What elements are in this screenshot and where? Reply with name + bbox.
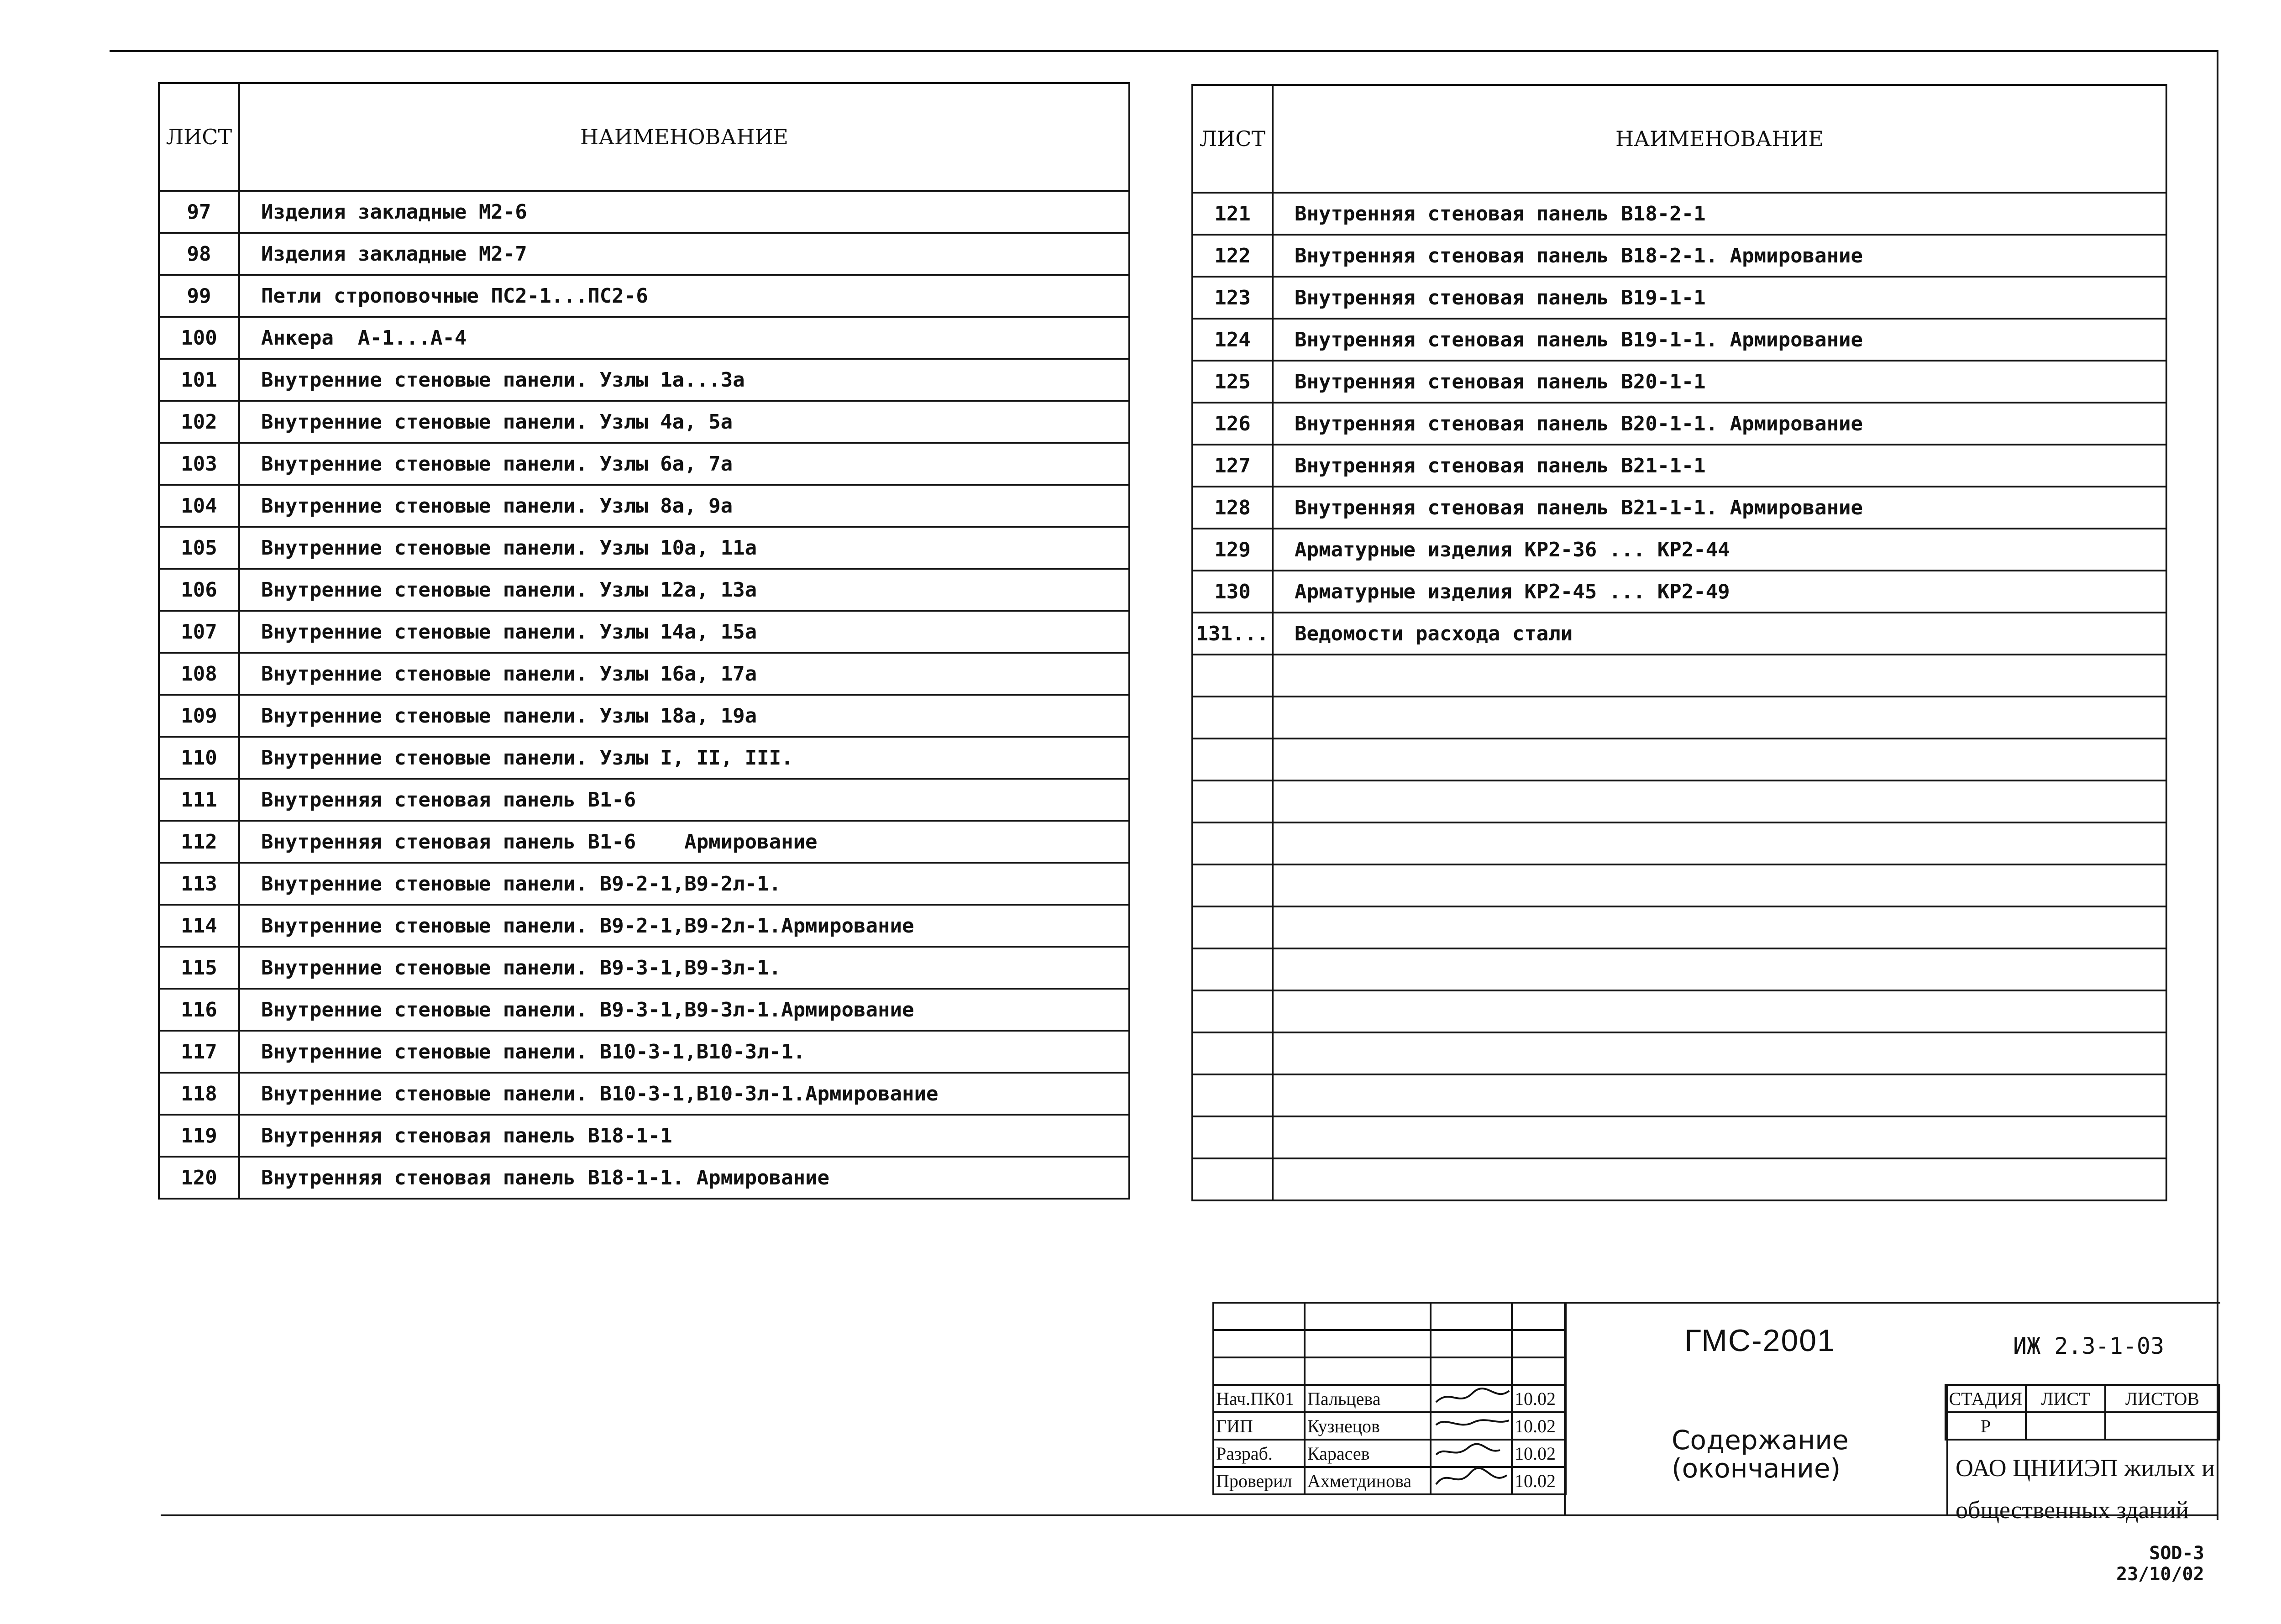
signature-name: Кузнецов: [1305, 1412, 1431, 1440]
table-row: [1192, 739, 2166, 781]
sheet-number: 99: [159, 275, 239, 317]
sheet-number: 117: [159, 1031, 239, 1073]
header-name: НАИМЕНОВАНИЕ: [239, 83, 1129, 191]
sheet-title: Внутренняя стеновая панель В21-1-1: [1273, 445, 2166, 487]
table-row: [159, 1031, 1129, 1073]
sheet-number: 121: [1192, 193, 1273, 235]
sheet-number: 131...: [1192, 613, 1273, 655]
table-row: [1192, 445, 2166, 487]
sheet-number: 118: [159, 1073, 239, 1115]
header-sheet: ЛИСТ: [1192, 85, 1273, 193]
sheet-number: 105: [159, 527, 239, 569]
table-row: [1192, 1032, 2166, 1074]
sheet-number: 115: [159, 947, 239, 989]
sheet-number: 112: [159, 821, 239, 863]
handwritten-signature: [1432, 1467, 1512, 1494]
signature-mark: [1431, 1467, 1512, 1494]
sheet-title: Арматурные изделия КР2-36 ... КР2-44: [1273, 529, 2166, 571]
table-row: [159, 611, 1129, 653]
sheet-title: Внутренняя стеновая панель В19-1-1: [1273, 277, 2166, 319]
sheet-title: Внутренние стеновые панели. Узлы 14а, 15а: [239, 611, 1129, 653]
table-row: [159, 275, 1129, 317]
table-row: [159, 317, 1129, 359]
table-row: [1192, 193, 2166, 235]
sheet-title: Ведомости расхода стали: [1273, 613, 2166, 655]
sheet-number: 113: [159, 863, 239, 905]
sheet-title: Внутренние стеновые панели. Узлы 8а, 9а: [239, 485, 1129, 527]
table-row: [159, 821, 1129, 863]
signature-date: 10.02: [1512, 1412, 1566, 1440]
sheet-number: 104: [159, 485, 239, 527]
table-row: [159, 569, 1129, 611]
sheet-title: [1273, 739, 2166, 781]
sheet-number: 125: [1192, 361, 1273, 403]
sheet-number: [1192, 1074, 1273, 1116]
sheet-number: 129: [1192, 529, 1273, 571]
table-row: [159, 695, 1129, 737]
organization-line1: ОАО ЦНИИЭП жилых и: [1956, 1454, 2215, 1482]
signature-row: [1213, 1412, 1566, 1440]
sheet-title: Внутренняя стеновая панель В18-1-1: [239, 1115, 1129, 1157]
table-row: [159, 905, 1129, 947]
sheet-number: [1192, 822, 1273, 864]
signature-role: Нач.ПК01: [1213, 1385, 1305, 1412]
sheet-number: [1192, 864, 1273, 906]
blank-row: [1213, 1303, 1566, 1330]
sheet-number: 108: [159, 653, 239, 695]
sheet-title: Внутренние стеновые панели. Узлы 18а, 19а: [239, 695, 1129, 737]
blank-row: [1213, 1357, 1566, 1385]
signature-grid: [1212, 1302, 1567, 1495]
table-row: [1192, 235, 2166, 277]
sheet-number: [1192, 739, 1273, 781]
organization: [1956, 1447, 2215, 1531]
sheet-header: ЛИСТ: [2026, 1385, 2105, 1412]
sheet-number: [1192, 1116, 1273, 1158]
sheet-title: Внутренняя стеновая панель В18-2-1: [1273, 193, 2166, 235]
top-frame-line: [110, 50, 2218, 52]
table-row: [1192, 948, 2166, 990]
sheet-number: 126: [1192, 403, 1273, 445]
table-row: [159, 527, 1129, 569]
stamp-line1: SOD-3: [2149, 1543, 2204, 1564]
sheet-title: Внутренние стеновые панели. Узлы 1а...3а: [239, 359, 1129, 401]
sheet-title: [1273, 1116, 2166, 1158]
contents-table-right: [1191, 84, 2167, 1201]
signature-mark: [1431, 1440, 1512, 1467]
handwritten-signature: [1432, 1385, 1512, 1412]
table-row: [1192, 529, 2166, 571]
project-code: ГМС-2001: [1684, 1323, 1835, 1358]
sheet-title: Внутренние стеновые панели. Узлы I, II, III.: [239, 737, 1129, 779]
sheet-number: 116: [159, 989, 239, 1031]
contents-table-left: [158, 82, 1130, 1200]
organization-line2: общественных зданий: [1956, 1496, 2189, 1524]
sheet-title: Анкера А-1...А-4: [239, 317, 1129, 359]
table-row: [1192, 864, 2166, 906]
sheet-title: [1273, 1032, 2166, 1074]
table-row: [1192, 487, 2166, 529]
sheet-number: 97: [159, 191, 239, 233]
sheet-number: 103: [159, 443, 239, 485]
sheet-number: 110: [159, 737, 239, 779]
sheet-title: Внутренние стеновые панели. Узлы 10а, 11а: [239, 527, 1129, 569]
sheet-title: Внутренние стеновые панели. В9-3-1,В9-3л-1.: [239, 947, 1129, 989]
table-row: [1192, 277, 2166, 319]
table-row: [1192, 697, 2166, 739]
stage-header: СТАДИЯ: [1945, 1385, 2026, 1412]
sheet-number: [1192, 906, 1273, 948]
header-name: НАИМЕНОВАНИЕ: [1273, 85, 2166, 193]
table-header: [159, 83, 1129, 191]
sheet-title: [1273, 906, 2166, 948]
stamp-line2: 23/10/02: [2116, 1564, 2204, 1585]
sheet-title: Внутренние стеновые панели. В9-3-1,В9-3л-1.Армирование: [239, 989, 1129, 1031]
sheet-title: Внутренняя стеновая панель В20-1-1: [1273, 361, 2166, 403]
table-row: [1192, 571, 2166, 613]
sheet-title: Внутренние стеновые панели. Узлы 12а, 13а: [239, 569, 1129, 611]
signature-date: 10.02: [1512, 1385, 1566, 1412]
table-row: [159, 485, 1129, 527]
sheet-title: Внутренняя стеновая панель В1-6 Армирование: [239, 821, 1129, 863]
sheet-title: Внутренняя стеновая панель В1-6: [239, 779, 1129, 821]
sheet-number: 119: [159, 1115, 239, 1157]
sheet-title: Арматурные изделия КР2-45 ... КР2-49: [1273, 571, 2166, 613]
sheet-title: Внутренняя стеновая панель В21-1-1. Армирование: [1273, 487, 2166, 529]
sheet-number: 122: [1192, 235, 1273, 277]
table-row: [159, 401, 1129, 443]
sheet-title: [1273, 781, 2166, 822]
sheet-number: 120: [159, 1157, 239, 1199]
document-title-line1: Содержание: [1672, 1425, 1849, 1456]
sheet-title: Внутренняя стеновая панель В18-1-1. Армирование: [239, 1157, 1129, 1199]
table-header: [1192, 85, 2166, 193]
sheet-number: 124: [1192, 319, 1273, 361]
signature-mark: [1431, 1385, 1512, 1412]
table-row: [159, 947, 1129, 989]
sheet-title: [1273, 655, 2166, 697]
header-sheet: ЛИСТ: [159, 83, 239, 191]
sheet-title: Внутренняя стеновая панель В19-1-1. Армирование: [1273, 319, 2166, 361]
document-code: ИЖ 2.3-1-03: [2013, 1333, 2165, 1359]
sheet-title: Внутренние стеновые панели. Узлы 4а, 5а: [239, 401, 1129, 443]
table-row: [1192, 319, 2166, 361]
table-row: [1192, 361, 2166, 403]
signature-mark: [1431, 1412, 1512, 1440]
sheet-number: 109: [159, 695, 239, 737]
right-frame-line: [2217, 50, 2218, 1520]
table-row: [159, 1073, 1129, 1115]
sheet-number: [1192, 781, 1273, 822]
blank-row: [1213, 1330, 1566, 1357]
sheet-number: [1192, 655, 1273, 697]
table-row: [1192, 613, 2166, 655]
signature-role: Проверил: [1213, 1467, 1305, 1494]
sheet-value: [2026, 1412, 2105, 1440]
signature-date: 10.02: [1512, 1440, 1566, 1467]
sheet-number: 127: [1192, 445, 1273, 487]
file-stamp: [2116, 1543, 2204, 1585]
sheet-number: 106: [159, 569, 239, 611]
table-row: [159, 191, 1129, 233]
table-row: [1192, 1074, 2166, 1116]
table-row: [159, 359, 1129, 401]
sheets-value: [2105, 1412, 2219, 1440]
sheet-number: 100: [159, 317, 239, 359]
table-row: [1192, 1116, 2166, 1158]
sheet-number: 128: [1192, 487, 1273, 529]
signature-role: ГИП: [1213, 1412, 1305, 1440]
sheet-number: 123: [1192, 277, 1273, 319]
table-row: [1192, 781, 2166, 822]
sheet-number: 101: [159, 359, 239, 401]
document-title-line2: (окончание): [1672, 1453, 1841, 1484]
signature-row: [1213, 1440, 1566, 1467]
sheet-number: [1192, 697, 1273, 739]
sheet-title: Внутренняя стеновая панель В18-2-1. Армирование: [1273, 235, 2166, 277]
sheet-title: Внутренние стеновые панели. В10-3-1,В10-3л-1.Армирование: [239, 1073, 1129, 1115]
sheet-title: [1273, 948, 2166, 990]
table-row: [1192, 990, 2166, 1032]
sheet-title: [1273, 990, 2166, 1032]
stage-value: Р: [1945, 1412, 2026, 1440]
sheet-number: 114: [159, 905, 239, 947]
sheet-title: [1273, 864, 2166, 906]
signature-name: Карасев: [1305, 1440, 1431, 1467]
signature-row: [1213, 1385, 1566, 1412]
table-row: [1192, 655, 2166, 697]
sheet-number: [1192, 1158, 1273, 1200]
sheet-number: 107: [159, 611, 239, 653]
table-row: [159, 779, 1129, 821]
sheet-title: [1273, 697, 2166, 739]
sheet-title: [1273, 822, 2166, 864]
sheet-title: Внутренние стеновые панели. В9-2-1,В9-2л-1.Армирование: [239, 905, 1129, 947]
table-row: [159, 653, 1129, 695]
document-title: [1672, 1426, 1849, 1483]
table-row: [159, 737, 1129, 779]
table-row: [1192, 403, 2166, 445]
table-row: [1192, 822, 2166, 864]
signature-name: Пальцева: [1305, 1385, 1431, 1412]
handwritten-signature: [1432, 1412, 1512, 1440]
sheets-header: ЛИСТОВ: [2105, 1385, 2219, 1412]
table-row: [1192, 906, 2166, 948]
table-row: [159, 863, 1129, 905]
sheet-title: Внутренние стеновые панели. В10-3-1,В10-3л-1.: [239, 1031, 1129, 1073]
sheet-title: Внутренние стеновые панели. В9-2-1,В9-2л-1.: [239, 863, 1129, 905]
sheet-title: [1273, 1158, 2166, 1200]
sheet-title: Внутренние стеновые панели. Узлы 16а, 17а: [239, 653, 1129, 695]
handwritten-signature: [1432, 1440, 1512, 1467]
table-row: [1192, 1158, 2166, 1200]
sheet-title: Внутренние стеновые панели. Узлы 6а, 7а: [239, 443, 1129, 485]
sheet-number: 98: [159, 233, 239, 275]
signature-row: [1213, 1467, 1566, 1494]
table-row: [159, 1115, 1129, 1157]
sheet-title: [1273, 1074, 2166, 1116]
stage-table: [1945, 1384, 2220, 1441]
table-row: [159, 989, 1129, 1031]
table-row: [159, 443, 1129, 485]
sheet-number: 102: [159, 401, 239, 443]
sheet-title: Изделия закладные М2-6: [239, 191, 1129, 233]
table-row: [159, 233, 1129, 275]
table-row: [159, 1157, 1129, 1199]
sheet-number: 130: [1192, 571, 1273, 613]
signature-date: 10.02: [1512, 1467, 1566, 1494]
sheet-title: Внутренняя стеновая панель В20-1-1. Армирование: [1273, 403, 2166, 445]
sheet-number: [1192, 948, 1273, 990]
sheet-number: [1192, 1032, 1273, 1074]
sheet-number: [1192, 990, 1273, 1032]
sheet-number: 111: [159, 779, 239, 821]
sheet-title: Изделия закладные М2-7: [239, 233, 1129, 275]
sheet-title: Петли строповочные ПС2-1...ПС2-6: [239, 275, 1129, 317]
signature-role: Разраб.: [1213, 1440, 1305, 1467]
signature-name: Ахметдинова: [1305, 1467, 1431, 1494]
